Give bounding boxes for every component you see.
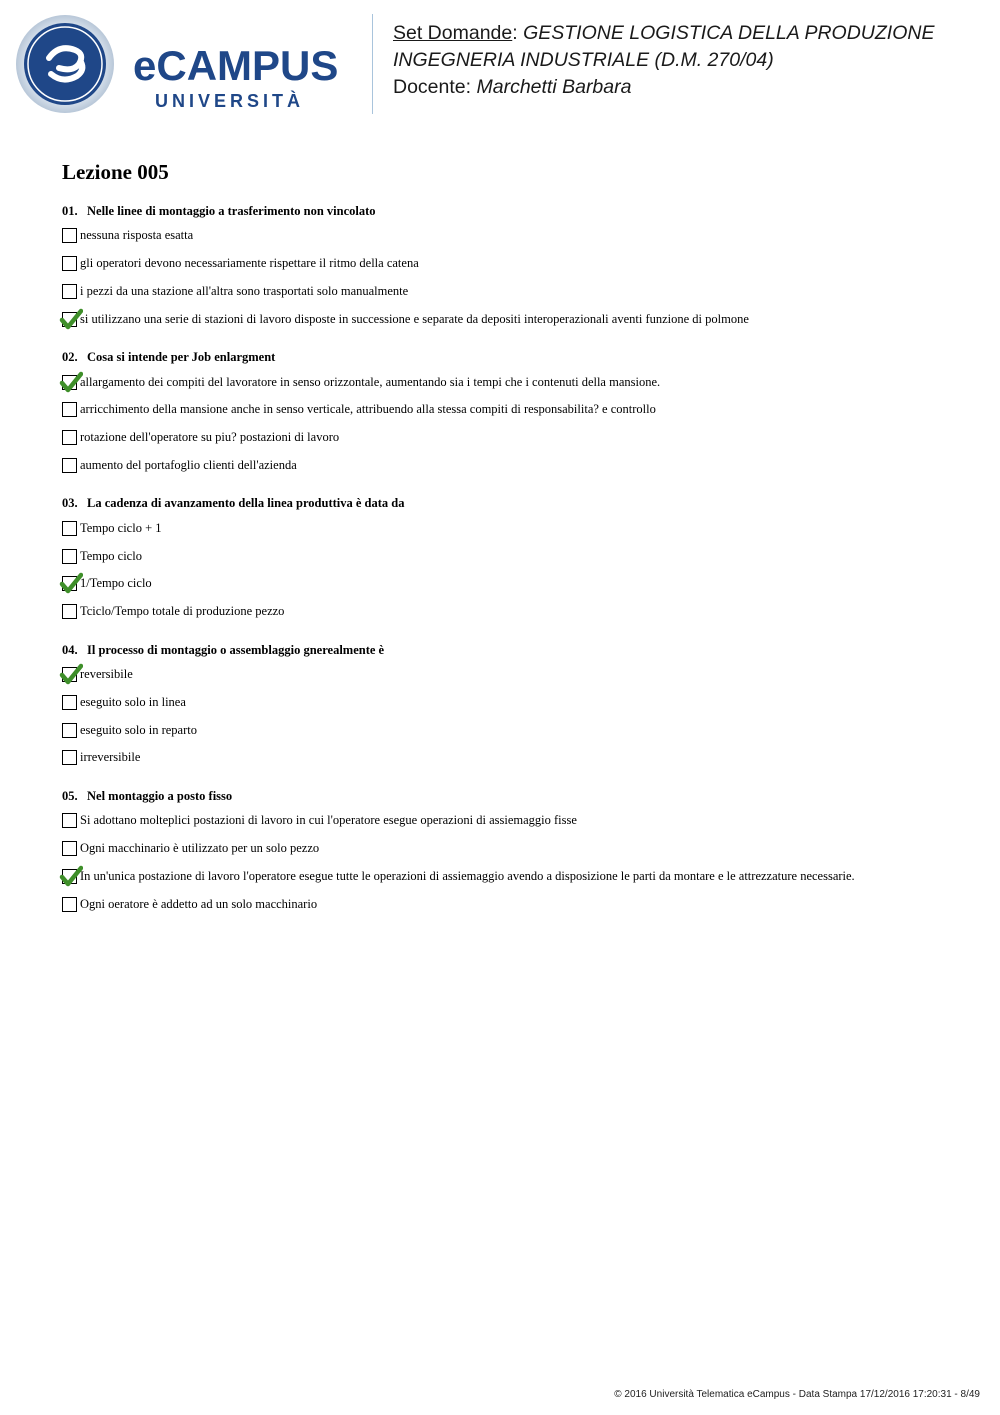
- checkbox[interactable]: [62, 576, 77, 591]
- set-title-line1: GESTIONE LOGISTICA DELLA PRODUZIONE: [523, 22, 935, 44]
- question: [62, 787, 972, 918]
- checkbox[interactable]: [62, 604, 77, 619]
- answer-option[interactable]: [62, 890, 972, 918]
- option-text: aumento del portafoglio clienti dell'azienda: [80, 457, 297, 472]
- question-number: 01.: [62, 204, 78, 218]
- checkbox[interactable]: [62, 402, 77, 417]
- checkbox[interactable]: [62, 813, 77, 828]
- answer-option[interactable]: [62, 396, 972, 424]
- answer-option[interactable]: [62, 514, 972, 542]
- option-text: gli operatori devono necessariamente rispettare il ritmo della catena: [80, 256, 419, 271]
- question-text: Nel montaggio a posto fisso: [87, 788, 233, 803]
- question-list: [62, 202, 972, 933]
- teacher-label: Docente: [393, 76, 466, 98]
- set-label: Set Domande: [393, 22, 513, 44]
- question-text: Il processo di montaggio o assemblaggio gnerealmente è: [87, 642, 385, 657]
- set-line: Set Domande: GESTIONE LOGISTICA DELLA PRODUZIONE: [393, 22, 935, 44]
- option-text: i pezzi da una stazione all'altra sono trasportati solo manualmente: [80, 283, 409, 298]
- question-text: Nelle linee di montaggio a trasferimento non vincolato: [87, 204, 376, 218]
- answer-option[interactable]: [62, 744, 972, 772]
- question-number: 02.: [62, 350, 78, 365]
- answer-option[interactable]: [62, 716, 972, 744]
- question-header: [62, 348, 972, 368]
- checkbox[interactable]: [62, 750, 77, 765]
- question-header: [62, 787, 972, 807]
- checkmark-icon: [59, 572, 83, 594]
- checkmark-icon: [59, 308, 83, 330]
- answer-option[interactable]: [62, 250, 972, 278]
- option-text: allargamento dei compiti del lavoratore in senso orizzontale, aumentando sia i tempi che i contenuti della mansione.: [80, 374, 661, 389]
- header-info: [393, 20, 983, 101]
- question-number: 03.: [62, 496, 78, 511]
- question-text: La cadenza di avanzamento della linea produttiva è data da: [87, 496, 405, 511]
- question: [62, 348, 972, 479]
- option-text: In un'unica postazione di lavoro l'operatore esegue tutte le operazioni di assiemaggio avendo a disposizione le parti da montare e le attrezzature necessarie.: [80, 868, 855, 883]
- option-text: Ogni oeratore è addetto ad un solo macchinario: [80, 896, 318, 911]
- question-header: [62, 641, 972, 661]
- question-number: 04.: [62, 642, 78, 657]
- lesson-title: Lezione 005: [62, 160, 169, 184]
- svg-text:UNIVERSITÀ: UNIVERSITÀ: [155, 91, 305, 111]
- option-text: Tempo ciclo + 1: [80, 520, 162, 535]
- question-number: 05.: [62, 788, 78, 803]
- answer-option[interactable]: [62, 598, 972, 626]
- answer-option[interactable]: [62, 368, 972, 396]
- checkbox[interactable]: [62, 256, 77, 271]
- option-text: nessuna risposta esatta: [80, 228, 194, 243]
- checkbox[interactable]: [62, 458, 77, 473]
- header-divider: [372, 14, 373, 114]
- option-text: 1/Tempo ciclo: [80, 576, 152, 591]
- teacher-name: Marchetti Barbara: [476, 76, 632, 98]
- question: [62, 641, 972, 772]
- checkmark-icon: [59, 865, 83, 887]
- checkbox[interactable]: [62, 897, 77, 912]
- svg-text:eCAMPUS: eCAMPUS: [133, 42, 339, 89]
- option-text: si utilizzano una serie di stazioni di lavoro disposte in successione e separate da depositi interoperazionali aventi funzione di polmone: [80, 311, 749, 326]
- option-text: arricchimento della mansione anche in senso verticale, attribuendo alla stessa compiti di responsabilita? e controllo: [80, 402, 656, 417]
- teacher-line: Docente: Marchetti Barbara: [393, 76, 632, 98]
- checkbox[interactable]: [62, 312, 77, 327]
- question-text: Cosa si intende per Job enlargment: [87, 350, 276, 365]
- checkmark-icon: [59, 663, 83, 685]
- option-text: eseguito solo in reparto: [80, 722, 197, 737]
- option-text: rotazione dell'operatore su piu? postazioni di lavoro: [80, 430, 340, 445]
- answer-option[interactable]: [62, 222, 972, 250]
- question-header: [62, 202, 972, 222]
- answer-option[interactable]: [62, 542, 972, 570]
- answer-option[interactable]: [62, 835, 972, 863]
- option-text: irreversibile: [80, 750, 141, 765]
- option-text: reversibile: [80, 666, 133, 681]
- answer-option[interactable]: [62, 305, 972, 333]
- answer-option[interactable]: [62, 862, 972, 890]
- answer-option[interactable]: [62, 570, 972, 598]
- answer-option[interactable]: [62, 661, 972, 689]
- checkbox[interactable]: [62, 869, 77, 884]
- answer-option[interactable]: [62, 807, 972, 835]
- option-text: eseguito solo in linea: [80, 694, 186, 709]
- option-text: Ogni macchinario è utilizzato per un solo pezzo: [80, 840, 320, 855]
- checkbox[interactable]: [62, 723, 77, 738]
- checkbox[interactable]: [62, 284, 77, 299]
- option-text: Tciclo/Tempo totale di produzione pezzo: [80, 604, 285, 619]
- option-text: Tempo ciclo: [80, 548, 142, 563]
- answer-option[interactable]: [62, 424, 972, 452]
- ecampus-logo: [15, 14, 360, 114]
- question: [62, 494, 972, 625]
- answer-option[interactable]: [62, 688, 972, 716]
- checkbox[interactable]: [62, 375, 77, 390]
- checkbox[interactable]: [62, 521, 77, 536]
- checkbox[interactable]: [62, 430, 77, 445]
- checkmark-icon: [59, 371, 83, 393]
- checkbox[interactable]: [62, 228, 77, 243]
- checkbox[interactable]: [62, 841, 77, 856]
- question-header: [62, 494, 972, 514]
- question: [62, 202, 972, 333]
- page-footer: © 2016 Università Telematica eCampus - Data Stampa 17/12/2016 17:20:31 - 8/49: [614, 1389, 980, 1400]
- option-text: Si adottano molteplici postazioni di lavoro in cui l'operatore esegue operazioni di assiemaggio fisse: [80, 813, 577, 828]
- answer-option[interactable]: [62, 278, 972, 306]
- answer-option[interactable]: [62, 452, 972, 480]
- checkbox[interactable]: [62, 667, 77, 682]
- checkbox[interactable]: [62, 695, 77, 710]
- set-title-line2: INGEGNERIA INDUSTRIALE (D.M. 270/04): [393, 49, 774, 71]
- checkbox[interactable]: [62, 549, 77, 564]
